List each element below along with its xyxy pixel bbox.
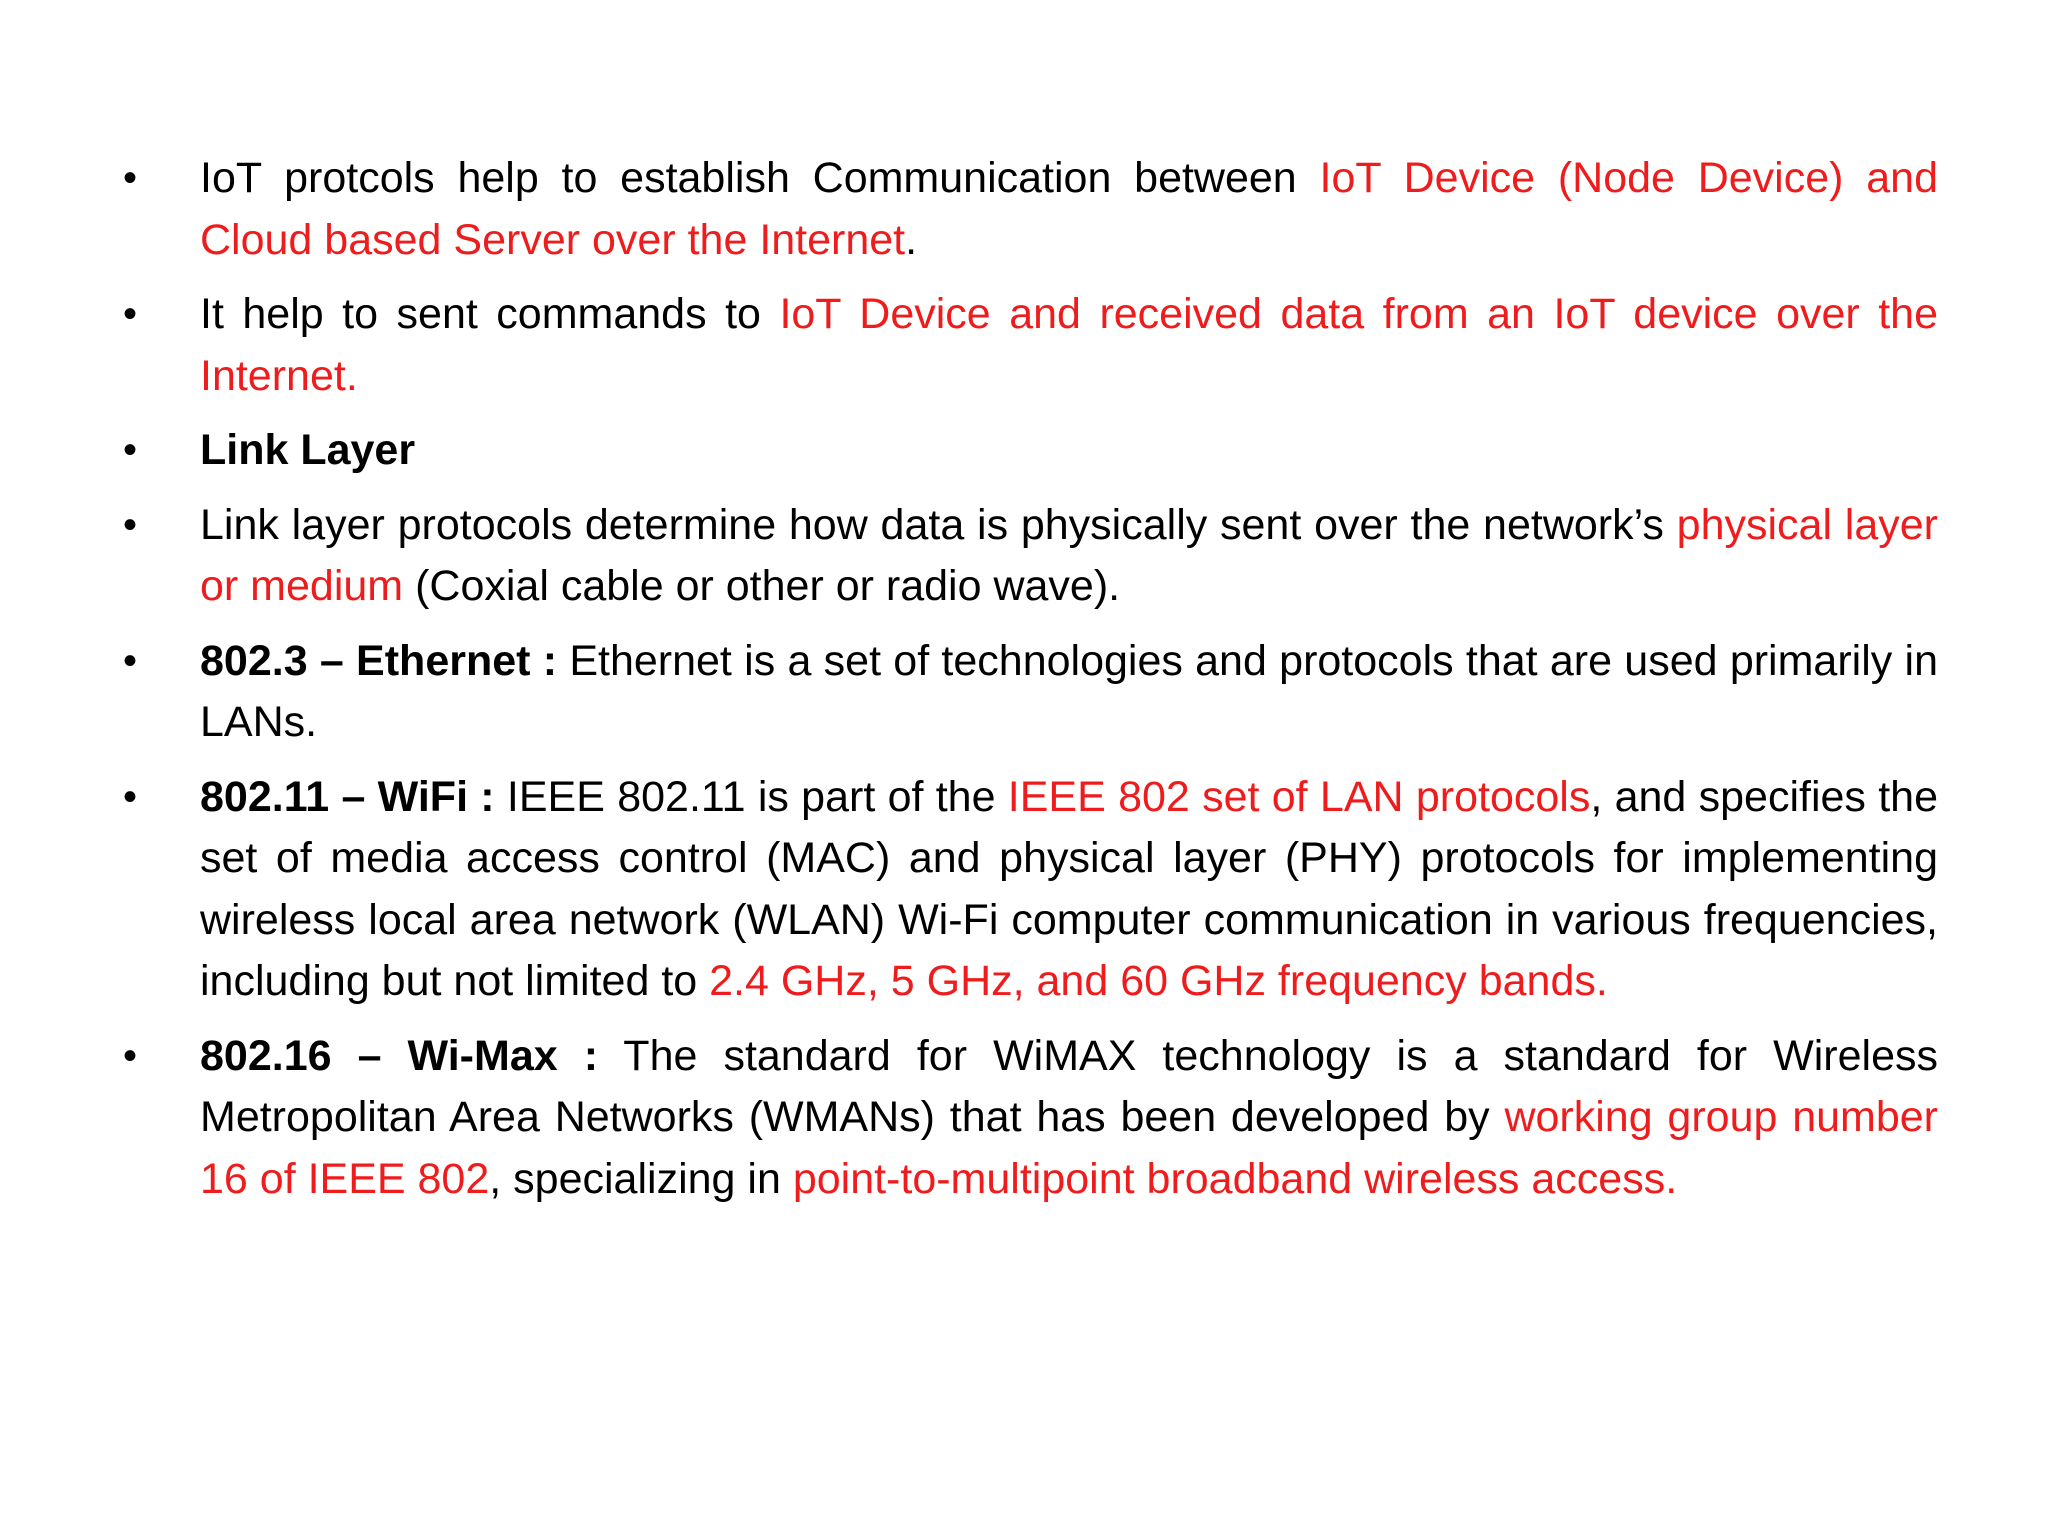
body-text: (Coxial cable or other or radio wave).: [403, 562, 1121, 610]
body-text: .: [905, 215, 918, 264]
highlight-text: IoT Device (Node Device) and Cloud based Server over the Internet: [200, 154, 1938, 264]
body-text: The standard for WiMAX technology is a standard for Wireless Metropolitan Area Networks (WMANs) that has been developed by: [200, 1031, 1938, 1141]
bold-text: 802.16 – Wi-Max :: [200, 1031, 599, 1080]
bullet-dot-icon: •: [123, 292, 138, 336]
bold-text: 802.11 – WiFi :: [200, 772, 495, 821]
bullet-item: [120, 767, 1938, 1013]
bullet-list: [120, 148, 1938, 1223]
bullet-dot-icon: •: [123, 156, 138, 200]
bullet-dot-icon: •: [123, 502, 138, 547]
bold-text: 802.3 – Ethernet :: [200, 636, 558, 685]
bullet-item: [120, 420, 1938, 482]
body-text: , specializing in: [489, 1154, 793, 1203]
bold-text: Link Layer: [200, 426, 416, 474]
body-text: Ethernet is a set of technologies and protocols that are used primarily in LANs.: [200, 636, 1938, 746]
body-text: It help to sent commands to: [200, 290, 780, 338]
highlight-text: physical layer or medium: [200, 500, 1939, 610]
highlight-text: IoT Device and received data from an IoT device over the Internet.: [200, 290, 1938, 400]
highlight-text: IEEE 802 set of LAN protocols: [1007, 772, 1591, 821]
bullet-dot-icon: •: [123, 638, 138, 683]
bullet-item: [120, 631, 1938, 754]
bullet-dot-icon: •: [123, 1033, 138, 1078]
body-text: , and specifies the set of media access control (MAC) and physical layer (PHY) protocols for implementing wireless local area network (WLAN) Wi-Fi computer communication in various frequencies, including but not limited to: [200, 772, 1938, 1005]
highlight-text: point-to-multipoint broadband wireless access.: [792, 1154, 1678, 1203]
body-text: IoT protcols help to establish Communication between: [200, 154, 1320, 202]
body-text: Link layer protocols determine how data is physically sent over the network’s: [200, 500, 1677, 549]
highlight-text: 2.4 GHz, 5 GHz, and 60 GHz frequency bands.: [709, 957, 1608, 1005]
bullet-item: [120, 148, 1938, 271]
body-text: IEEE 802.11 is part of the: [494, 772, 1008, 821]
bullet-item: [120, 495, 1938, 618]
bullet-dot-icon: •: [123, 774, 138, 819]
bullet-item: [120, 284, 1938, 407]
bullet-dot-icon: •: [123, 428, 138, 472]
bullet-item: [120, 1026, 1938, 1211]
highlight-text: working group number 16 of IEEE 802: [200, 1093, 1938, 1203]
